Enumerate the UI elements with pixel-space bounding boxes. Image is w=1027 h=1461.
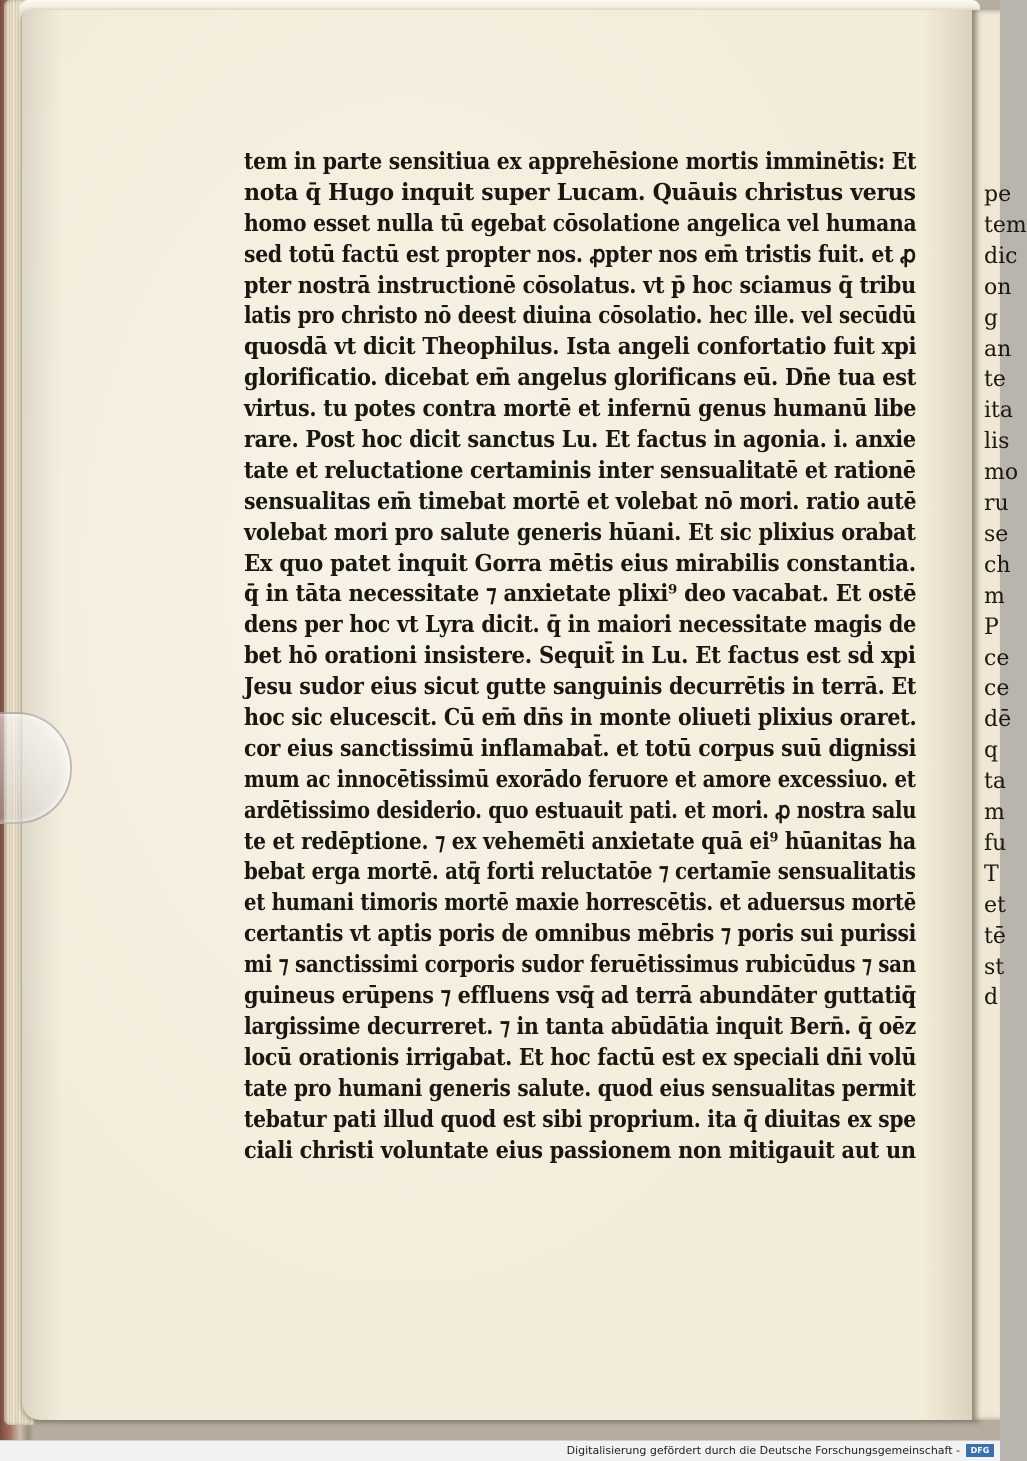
text-line: tebatur pati illud quod est sibi proprium. ita q̄ diuitas ex spe <box>244 1105 916 1133</box>
text-line: Ex quo patet inquit Gorra mētis eius mirabilis constantia. <box>244 549 916 577</box>
facing-page-fragment: P <box>984 614 999 640</box>
facing-page-fragment: dic <box>984 243 1018 269</box>
facing-page-fragment: st <box>984 954 1005 980</box>
facing-page-fragment: q <box>984 738 999 764</box>
text-line: glorificatio. dicebat em̄ angelus glorificans eū. Dn̄e tua est <box>244 364 917 392</box>
text-line: virtus. tu potes contra mortē et infernū genus humanū libe <box>244 395 917 423</box>
text-line: tate et reluctatione certaminis inter sensualitatē et rationē <box>244 456 916 484</box>
facing-page-fragment: dē <box>984 707 1012 733</box>
text-line: bebat erga mortē. atq̄ forti reluctatōe ⁊ certamīe sensualitatis <box>244 858 916 886</box>
facing-page <box>972 10 1027 1420</box>
facing-page-fragment: m <box>984 800 1005 825</box>
text-line: sed totū factū est propter nos. ꝓpter nos em̄ tristis fuit. et ꝓ <box>244 240 916 268</box>
facing-page-fragment: ch <box>984 552 1011 578</box>
dfg-logo: DFG <box>966 1444 994 1457</box>
text-line: et humani timoris mortē maxie horrescētis. et aduersus mortē <box>244 889 916 917</box>
facing-page-fragment: ce <box>984 645 1010 671</box>
facing-page-fragment: et <box>984 892 1006 918</box>
text-line: cor eius sanctissimū inflamabat̄. et totū corpus suū dignissi <box>244 734 917 762</box>
facing-page-fragment: mo <box>984 460 1019 486</box>
text-line: certantis vt aptis poris de omnibus mēbris ⁊ poris sui purissi <box>244 920 917 948</box>
text-line: te et redēptione. ⁊ ex vehemēti anxietate quā ei⁹ hūanitas ha <box>244 827 916 855</box>
text-line: bet hō orationi insistere. Sequit̄ in Lu. Et factus est sḋ xpi <box>244 642 916 670</box>
facing-page-fragment: tē <box>984 923 1006 949</box>
text-line: latis pro christo nō deest diuina cōsolatio. hec ille. vel secūdū <box>244 302 917 330</box>
text-line: sensualitas em̄ timebat mortē et volebat nō mori. ratio autē <box>244 487 917 515</box>
facing-page-fragment: m <box>984 583 1005 609</box>
text-line: tem in parte sensitiua ex apprehēsione mortis imminētis: Et <box>244 148 917 175</box>
footer-bar <box>0 1440 1000 1461</box>
facing-page-fragment: te <box>984 367 1006 393</box>
facing-page-fragment: tem <box>984 212 1027 238</box>
text-line: rare. Post hoc dicit sanctus Lu. Et factus in agonia. i. anxie <box>244 426 916 454</box>
footer-credit: Digitalisierung gefördert durch die Deutsche Forschungsgemeinschaft - <box>566 1444 960 1457</box>
text-line: pter nostrā instructionē cōsolatus. vt p̄ hoc sciamus q̄ tribu <box>244 271 916 299</box>
text-line: volebat mori pro salute generis hūani. Et sic plixius orabat <box>244 518 916 546</box>
facing-page-fragment: d <box>984 985 999 1011</box>
text-line: ardētissimo desiderio. quo estuauit pati. et mori. ꝓ nostra salu <box>244 796 917 824</box>
facing-page-fragment: ce <box>984 676 1010 702</box>
text-line: hoc sic elucescit. Cū em̄ dn̄s in monte oliueti plixius oraret. <box>244 704 917 732</box>
text-line: mum ac innocētissimū exorādo feruore et amore excessiuo. et <box>244 765 916 793</box>
facing-page-fragment: lis <box>984 429 1010 455</box>
facing-page-fragment: ta <box>984 769 1006 795</box>
incunable-text-block <box>244 147 920 1166</box>
text-line: tate pro humani generis salute. quod eius sensualitas permit <box>244 1074 916 1102</box>
facing-page-fragment: on <box>984 274 1012 300</box>
text-line: guineus erūpens ⁊ effluens vsq̄ ad terrā abundāter guttatiq̄ <box>244 982 916 1010</box>
text-line: ciali christi voluntate eius passionem non mitigauit aut un <box>244 1136 916 1164</box>
facing-page-fragment: an <box>984 336 1012 362</box>
text-line: q̄ in tāta necessitate ⁊ anxietate plixi⁹ deo vacabat. Et ostē <box>244 580 917 608</box>
facing-page-fragment: pe <box>984 182 1012 207</box>
text-line: homo esset nulla tū egebat cōsolatione angelica vel humana <box>244 209 917 237</box>
text-line: locū orationis irrigabat. Et hoc factū est ex speciali dn̄i volū <box>244 1043 917 1071</box>
facing-page-fragment: g <box>984 305 999 331</box>
text-line: mi ⁊ sanctissimi corporis sudor feruētissimus rubicūdus ⁊ san <box>244 951 916 979</box>
text-line: quosdā vt dicit Theophilus. Ista angeli confortatio fuit xpi <box>244 333 917 361</box>
text-line: largissime decurreret. ⁊ in tanta abūdātia inquit Bern̄. q̄ oēz <box>244 1012 916 1040</box>
text-line: dens per hoc vt Lyra dicit. q̄ in maiori necessitate magis de <box>244 611 917 639</box>
facing-page-fragment: T <box>984 861 999 887</box>
text-line: nota q̄ Hugo inquit super Lucam. Quāuis christus verus <box>244 178 916 206</box>
facing-page-fragment: fu <box>984 830 1007 856</box>
facing-page-fragment: se <box>984 521 1009 547</box>
facing-page-fragment: ita <box>984 398 1013 424</box>
text-line: Jesu sudor eius sicut gutte sanguinis decurrētis in terrā. Et <box>244 673 917 701</box>
facing-page-fragment: ru <box>984 491 1009 516</box>
